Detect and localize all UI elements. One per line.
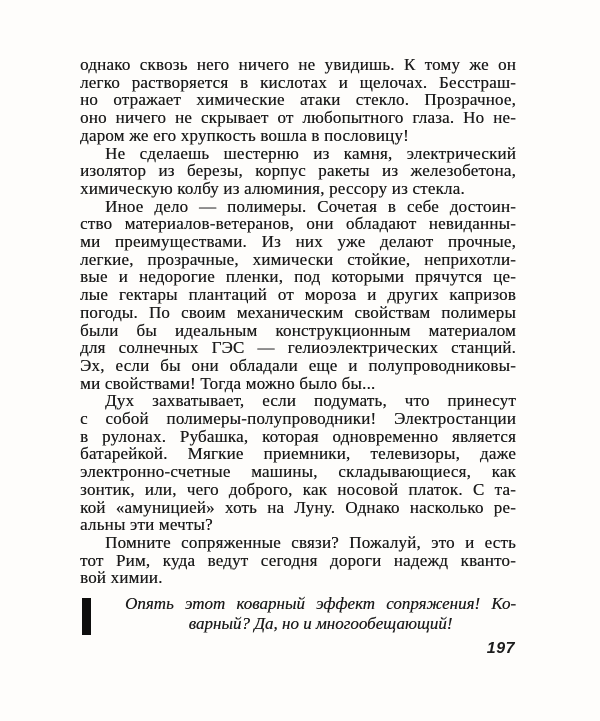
quote-lines (125, 594, 516, 633)
text-line: Не сделаешь шестерню из камня, электрический (105, 143, 516, 163)
quote-marker-bar (82, 598, 91, 635)
text-line: для солнечных ГЭС — гелиоэлектрических станций. (80, 338, 516, 358)
text-line: ми преимуществами. Из них уже делают прочные, (80, 232, 516, 252)
text-line: Помните сопряженные связи? Пожалуй, это и есть (105, 532, 516, 552)
text-line: легкие, прозрачные, химически стойкие, неприхотли- (80, 249, 516, 269)
text-line: тот Рим, куда ведут сегодня дороги надежд кванто- (80, 550, 516, 570)
text-line: однако сквозь него ничего не увидишь. К тому же он (80, 55, 516, 74)
text-line: кой «амуницией» хоть на Луну. Однако насколько ре- (80, 497, 516, 517)
body-text (80, 56, 516, 587)
text-line: зонтик, или, чего доброго, как носовой платок. С та- (80, 479, 516, 499)
text-line: альны эти мечты? (80, 515, 213, 535)
text-line: электронно-счетные машины, складывающиеся, как (80, 462, 516, 482)
text-line: химическую колбу из алюминия, рессору из стекла. (80, 178, 465, 198)
quote-block (80, 594, 516, 633)
text-line: ство материалов-ветеранов, они обладают невиданны- (80, 214, 516, 234)
text-line: даром же его хрупкость вошла в пословицу! (80, 125, 409, 145)
text-line: вой химии. (80, 568, 163, 588)
text-line: были бы идеальным конструкционным материалом (80, 320, 516, 340)
text-line: погоды. По своим механическим свойствам полимеры (80, 302, 516, 322)
text-line: батарейкой. Мягкие приемники, телевизоры, даже (80, 444, 516, 464)
quote-line: Опять этот коварный эффект сопряжения! Ко- (125, 594, 516, 613)
text-line: вые и недорогие пленки, под которыми прячутся це- (80, 267, 516, 287)
text-line: в рулонах. Рубашка, которая одновременно является (80, 426, 516, 446)
text-line: Дух захватывает, если подумать, что принесут (105, 391, 516, 411)
text-line: но отражает химические атаки стекло. Прозрачное, (80, 90, 516, 110)
text-line: лые гектары плантаций от мороза и других капризов (80, 285, 516, 305)
text-line: изолятор из березы, корпус ракеты из железобетона, (80, 161, 516, 181)
text-line: ми свойствами! Тогда можно было бы... (80, 373, 376, 393)
page-number: 197 (486, 640, 515, 657)
text-line: оно ничего не скрывает от любопытного глаза. Но не- (80, 108, 516, 128)
text-line: с собой полимеры-полупроводники! Электростанции (80, 409, 516, 429)
text-line: легко растворяется в кислотах и щелочах. Бесстраш- (80, 72, 516, 92)
text-line: Эх, если бы они обладали еще и полупроводниковы- (80, 355, 516, 375)
quote-line: варный? Да, но и многообещающий! (188, 613, 453, 633)
text-line: Иное дело — полимеры. Сочетая в себе достоин- (105, 196, 516, 216)
